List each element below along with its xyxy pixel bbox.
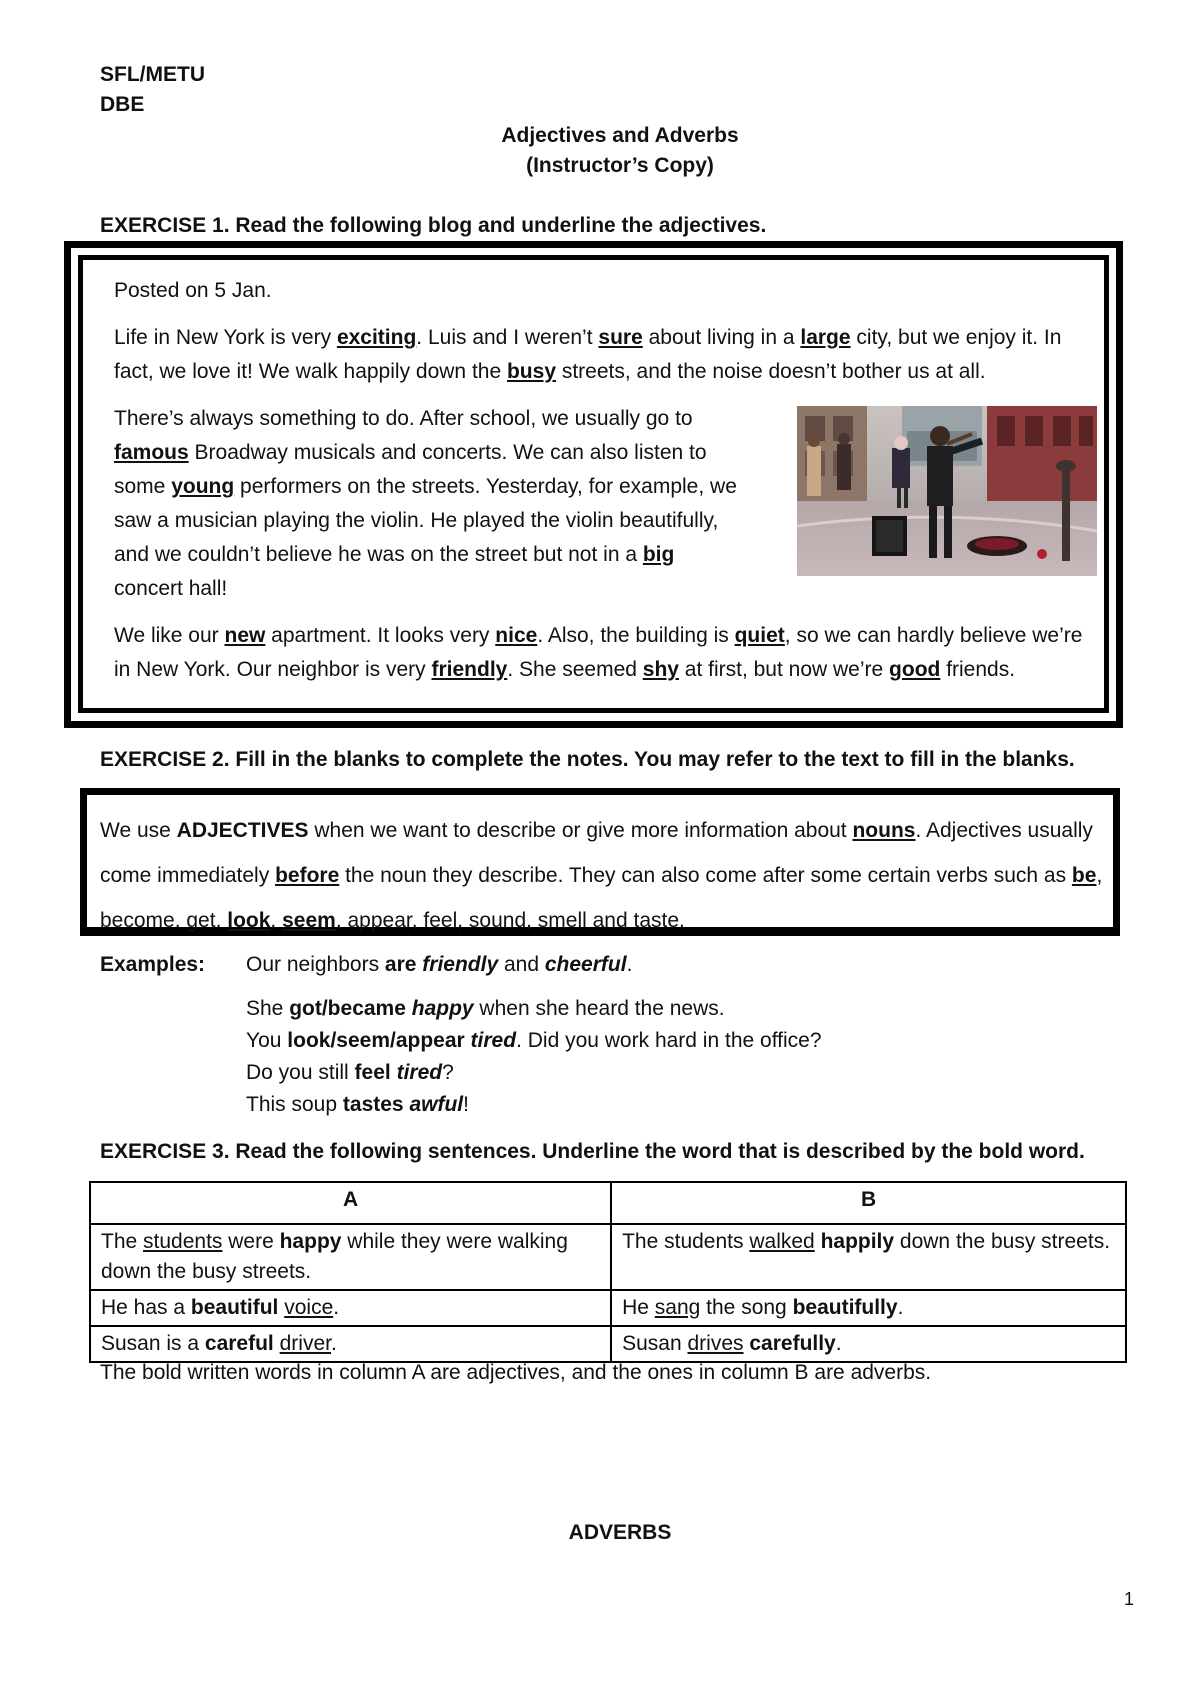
text: ?	[442, 1061, 454, 1084]
bold-word: happily	[820, 1230, 895, 1253]
text: when she heard the news.	[473, 997, 725, 1020]
notes-text	[100, 808, 1110, 943]
bold-word: happy	[279, 1230, 342, 1253]
column-header-b: B	[611, 1182, 1126, 1224]
text: while they were walking down the busy streets.	[101, 1230, 568, 1283]
table-cell	[90, 1326, 611, 1362]
blog-paragraph-3	[114, 619, 1104, 687]
text: This soup	[246, 1093, 343, 1116]
text: He	[622, 1296, 655, 1319]
adjective: tired	[396, 1061, 443, 1084]
text: Life in New York is very	[114, 326, 337, 349]
text: Do you still	[246, 1061, 355, 1084]
adjective: large	[800, 326, 851, 349]
text: .	[835, 1332, 842, 1355]
text: The students	[622, 1230, 750, 1253]
text: were	[222, 1230, 280, 1253]
adjective: big	[642, 543, 675, 566]
table-row	[90, 1290, 1126, 1326]
examples-label: Examples:	[100, 953, 206, 976]
adjective: nice	[495, 624, 538, 647]
bold-word: beautiful	[190, 1296, 279, 1319]
verb: got/became	[289, 997, 406, 1020]
verb: tastes	[342, 1093, 404, 1116]
text: and	[498, 953, 545, 976]
table-cell	[90, 1290, 611, 1326]
org-line-2: DBE	[100, 93, 145, 117]
text: ,	[270, 909, 283, 932]
text: . Adjectives usually come immediately	[100, 819, 1093, 887]
text: friends.	[940, 658, 1016, 681]
verb: are	[384, 953, 417, 976]
text: !	[463, 1093, 469, 1116]
described-word: walked	[749, 1230, 815, 1253]
text-line: There’s always something to do. After school, we usually go to	[114, 407, 693, 430]
text: streets, and the noise doesn’t bother us at all.	[556, 360, 986, 383]
text: . Also, the building is	[537, 624, 735, 647]
text: apartment. It looks very	[265, 624, 496, 647]
text: Broadway musicals and concerts. We can also listen to	[188, 441, 707, 464]
text: . She seemed	[507, 658, 643, 681]
text: the noun they describe. They can also come after some certain verbs such as	[339, 864, 1072, 887]
adjective: young	[171, 475, 235, 498]
example-item	[246, 950, 1146, 994]
text: She	[246, 997, 290, 1020]
adjective: tired	[470, 1029, 517, 1052]
example-item	[246, 1026, 1146, 1058]
described-word: voice	[284, 1296, 334, 1319]
title-line-2: (Instructor’s Copy)	[526, 154, 714, 178]
text: We like our	[114, 624, 225, 647]
title-line-1: Adjectives and Adverbs	[501, 124, 739, 147]
verb: look/seem/appear	[287, 1029, 465, 1052]
document-title	[0, 121, 1200, 182]
text: Susan	[622, 1332, 688, 1355]
blank-answer: before	[275, 864, 340, 887]
text: The	[101, 1230, 144, 1253]
adjective: awful	[409, 1093, 464, 1116]
text: , become, get,	[100, 864, 1103, 932]
adjective: exciting	[336, 326, 417, 349]
described-word: drives	[687, 1332, 744, 1355]
text: performers on the streets. Yesterday, for example, we	[234, 475, 737, 498]
table-cell	[611, 1224, 1126, 1290]
adjective: sure	[598, 326, 643, 349]
text: at first, but now we’re	[678, 658, 890, 681]
adjective: busy	[506, 360, 556, 383]
blank-answer: look	[227, 909, 271, 932]
adjective: happy	[411, 997, 474, 1020]
text: Our neighbors	[246, 953, 385, 976]
column-header-a: A	[90, 1182, 611, 1224]
table-row	[90, 1224, 1126, 1290]
described-word: driver	[279, 1332, 331, 1355]
text: You	[246, 1029, 288, 1052]
conclusion-text: The bold written words in column A are adjectives, and the ones in column B are adverbs.	[100, 1361, 932, 1384]
org-line-1: SFL/METU	[100, 63, 205, 86]
comparison-table	[89, 1181, 1127, 1363]
adjective: friendly	[422, 953, 499, 976]
described-word: sang	[654, 1296, 701, 1319]
adjective: famous	[114, 441, 189, 464]
table-cell	[90, 1224, 611, 1290]
exercise-3-heading: EXERCISE 3. Read the following sentences. Underline the word that is described by the bold word.	[100, 1140, 1085, 1163]
blank-answer: seem	[282, 909, 336, 932]
text: .	[330, 1332, 337, 1355]
text: .	[626, 953, 633, 976]
verb: feel	[354, 1061, 391, 1084]
text: He has a	[101, 1296, 191, 1319]
text: when we want to describe or give more information about	[308, 819, 853, 842]
adjective: quiet	[734, 624, 785, 647]
adjective: shy	[642, 658, 679, 681]
text: about living in a	[642, 326, 801, 349]
example-item	[246, 1058, 1146, 1090]
page-number: 1	[1124, 1589, 1135, 1609]
table-header-row	[90, 1182, 1126, 1224]
described-word: students	[143, 1230, 223, 1253]
text: and we couldn’t believe he was on the street but not in a	[114, 543, 643, 566]
text: . Did you work hard in the office?	[516, 1029, 822, 1052]
text: .	[333, 1296, 340, 1319]
adjective: cheerful	[544, 953, 627, 976]
adjective: good	[889, 658, 941, 681]
blog-posted-date: Posted on 5 Jan.	[114, 279, 272, 302]
adjective: new	[224, 624, 266, 647]
keyword: ADJECTIVES	[176, 819, 309, 842]
text: Susan is a	[101, 1332, 205, 1355]
bold-word: carefully	[749, 1332, 836, 1355]
text: , so we can hardly believe we’re in New York. Our neighbor is very	[114, 624, 1083, 681]
example-item	[246, 1090, 1146, 1122]
text: city, but we enjoy it. In fact, we love it! We walk happily down the	[114, 326, 1062, 383]
blank-answer: be	[1071, 864, 1097, 887]
example-item	[246, 994, 1146, 1026]
blog-paragraph-1	[114, 321, 1104, 389]
table-row	[90, 1326, 1126, 1362]
table-cell	[611, 1326, 1126, 1362]
text: .	[897, 1296, 904, 1319]
text-line: concert hall!	[114, 577, 228, 600]
text: , appear, feel, sound, smell and taste.	[335, 909, 685, 932]
text: down the busy streets.	[894, 1230, 1111, 1253]
header-org	[100, 60, 205, 121]
adjective: friendly	[431, 658, 508, 681]
blank-answer: nouns	[852, 819, 916, 842]
exercise-2-heading: EXERCISE 2. Fill in the blanks to complete the notes. You may refer to the text to fill in the blanks.	[100, 748, 1075, 771]
text: some	[114, 475, 172, 498]
examples-list	[246, 950, 1146, 1122]
street-musician-photo	[797, 406, 1097, 576]
adverbs-heading: ADVERBS	[568, 1521, 672, 1544]
text: We use	[100, 819, 177, 842]
bold-word: beautifully	[792, 1296, 898, 1319]
text-line: saw a musician playing the violin. He played the violin beautifully,	[114, 509, 719, 532]
text: . Luis and I weren’t	[416, 326, 599, 349]
bold-word: careful	[204, 1332, 274, 1355]
table-cell	[611, 1290, 1126, 1326]
text: the song	[700, 1296, 793, 1319]
exercise-1-heading: EXERCISE 1. Read the following blog and underline the adjectives.	[100, 214, 767, 237]
